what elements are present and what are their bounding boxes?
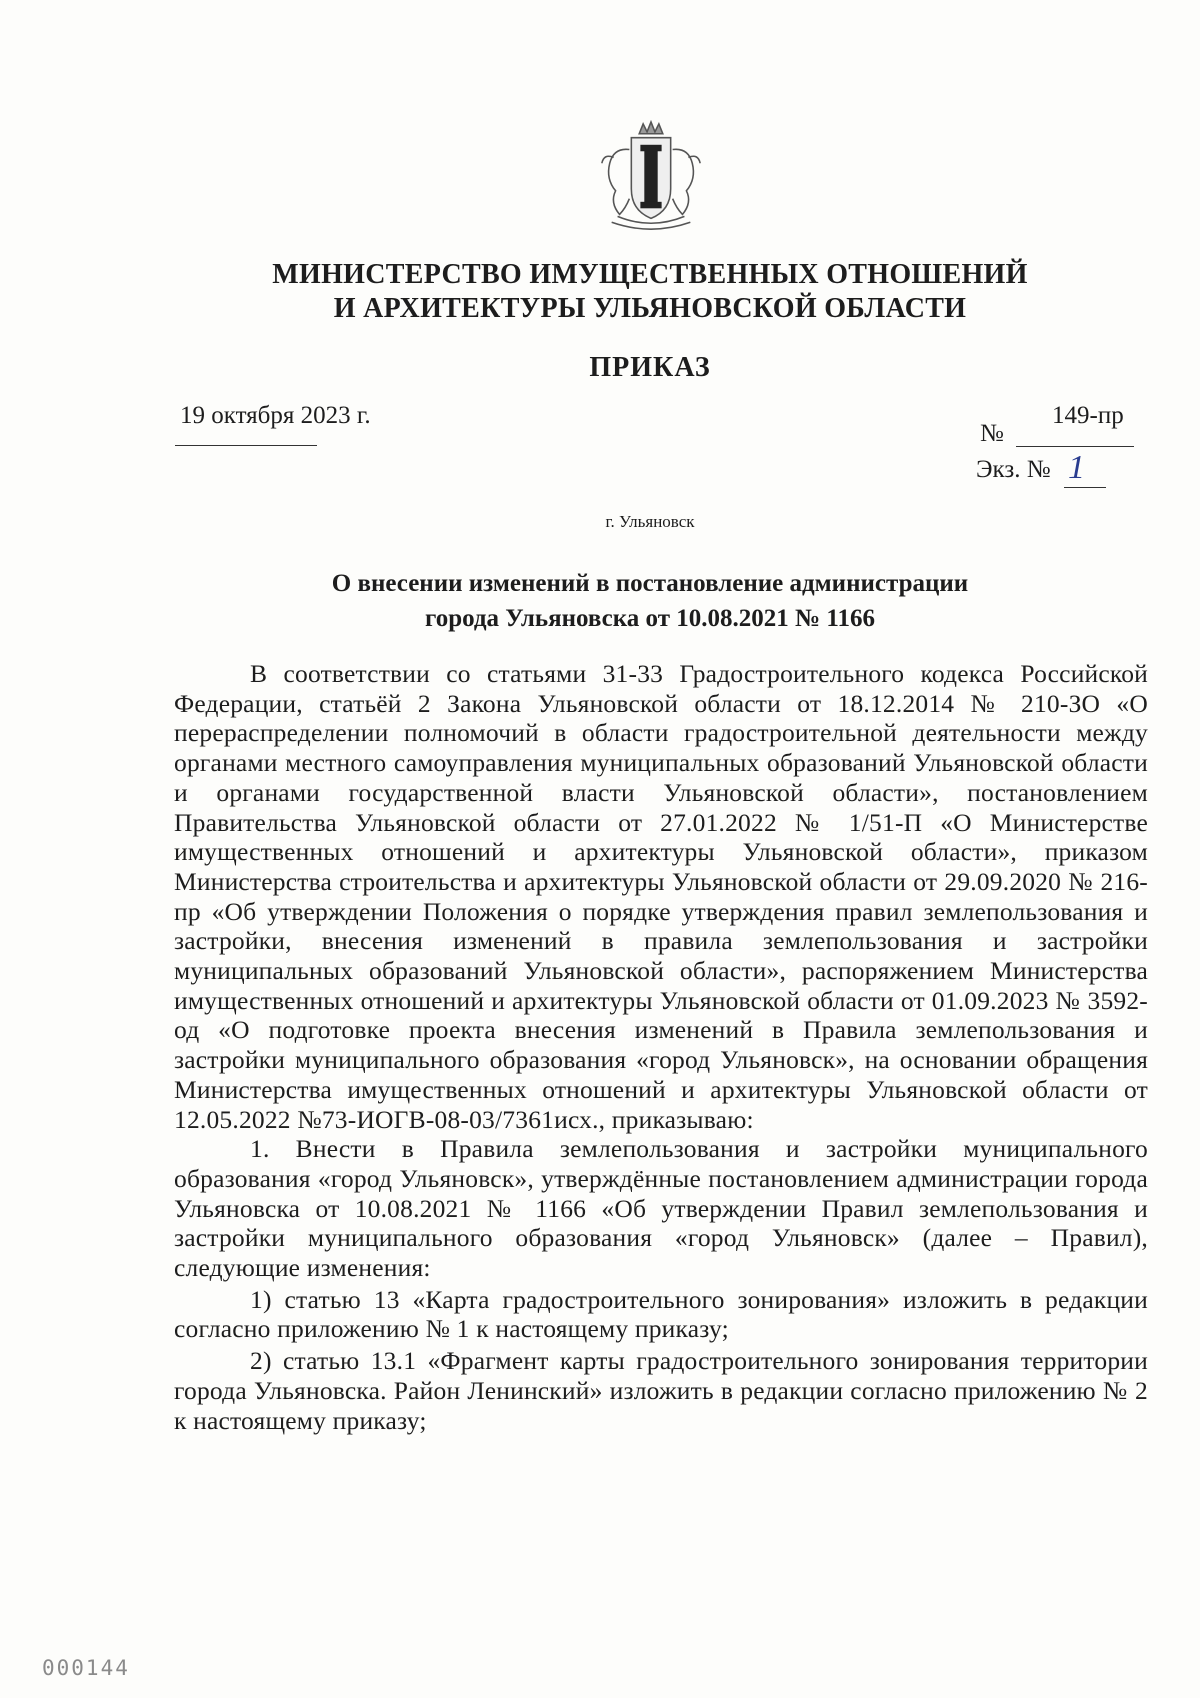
ministry-name (150, 258, 1150, 326)
page-serial-number: 000144 (42, 1656, 130, 1680)
order-date: 19 октября 2023 г. (180, 402, 371, 429)
subitem-1-paragraph: 1) статью 13 «Карта градостроительного зонирования» изложить в редакции согласно приложению № 1 к настоящему приказу; (174, 1284, 1148, 1344)
subitem-2-paragraph: 2) статью 13.1 «Фрагмент карты градостроительного зонирования территории города Ульяновска. Район Ленинский» изложить в редакции согласно приложению № 2 к настоящему приказу; (174, 1346, 1148, 1435)
item-1-paragraph: 1. Внести в Правила землепользования и застройки муниципального образования «город Ульяновск», утверждённые постановлением администрации города Ульяновска от 10.08.2021 № 1166 «Об утверждении Правил землепользования и застройки муниципального образования «город Ульяновск» (далее – Правил), следующие изменения: (174, 1134, 1148, 1283)
date-underline (175, 445, 317, 446)
copy-number: 1 (1068, 449, 1085, 486)
ministry-name-line1: МИНИСТЕРСТВО ИМУЩЕСТВЕННЫХ ОТНОШЕНИЙ (272, 259, 1028, 290)
ministry-name-line2: И АРХИТЕКТУРЫ УЛЬЯНОВСКОЙ ОБЛАСТИ (333, 293, 967, 324)
copy-label: Экз. № (976, 456, 1051, 483)
number-sign: № (980, 420, 1004, 447)
document-type: ПРИКАЗ (589, 352, 711, 383)
coat-of-arms-icon (592, 120, 710, 238)
number-underline (1016, 446, 1134, 447)
document-body (174, 659, 1148, 1435)
preamble-paragraph: В соответствии со статьями 31-33 Градостроительного кодекса Российской Федерации, статьёй 2 Закона Ульяновской области от 18.12.2014 № 210-ЗО «О перераспределении полномочий в области градостроительной деятельности между органами местного самоуправления муниципальных образований Ульяновской области и органами государственной власти Ульяновской области», постановлением Правительства Ульяновской области от 27.01.2022 № 1/51-П «О Министерстве имущественных отношений и архитектуры Ульяновской области», приказом Министерства строительства и архитектуры Ульяновской области от 29.09.2020 № 216-пр «Об утверждении Положения о порядке утверждения правил землепользования и застройки, внесения изменений в правила землепользования и застройки муниципальных образований Ульяновской области», распоряжением Министерства имущественных отношений и архитектуры Ульяновской области от 01.09.2023 № 3592-од «О подготовке проекта внесения изменений в Правила землепользования и застройки муниципального образования «город Ульяновск», на основании обращения Министерства имущественных отношений и архитектуры Ульяновской области от 12.05.2022 №73-ИОГВ-08-03/7361исх., приказываю: (174, 659, 1148, 1134)
document-title-line1: О внесении изменений в постановление администрации (331, 570, 969, 597)
order-number: 149-пр (1052, 402, 1124, 429)
copy-underline (1064, 487, 1106, 488)
city: г. Ульяновск (605, 512, 695, 531)
document-title-line2: города Ульяновска от 10.08.2021 № 1166 (424, 605, 875, 632)
document-title (150, 566, 1150, 636)
